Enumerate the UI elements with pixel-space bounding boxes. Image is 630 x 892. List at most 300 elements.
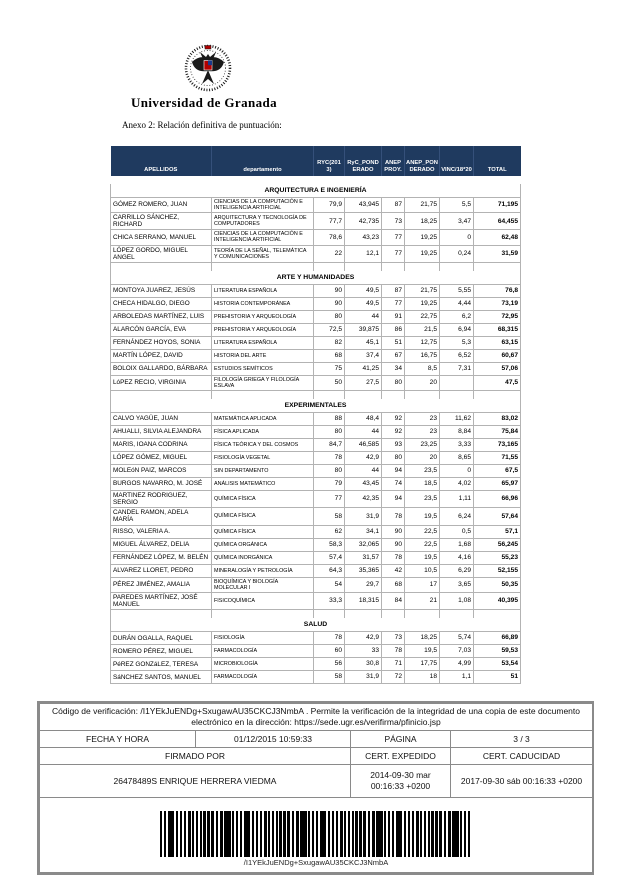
anep-ponderado-cell: 8,5 xyxy=(405,362,440,375)
departamento-cell: PREHISTORIA Y ARQUEOLOGÍA xyxy=(212,310,314,323)
vinc-cell: 6,94 xyxy=(440,323,474,336)
total-cell: 66,96 xyxy=(474,490,521,507)
departamento-cell: QUÍMICA FÍSICA xyxy=(212,525,314,538)
total-cell: 71,55 xyxy=(474,451,521,464)
column-header-apellidos: APELLIDOS xyxy=(111,146,212,176)
vinc-cell: 4,02 xyxy=(440,477,474,490)
anep-proy-cell: 80 xyxy=(382,451,405,464)
ryc-cell: 79 xyxy=(314,477,345,490)
apellidos-cell: LóPEZ RECIO, VIRGINIA xyxy=(111,375,212,390)
table-row xyxy=(111,362,521,375)
spacer-row xyxy=(111,610,521,619)
total-cell: 52,155 xyxy=(474,564,521,577)
barcode-image xyxy=(160,811,472,857)
table-row xyxy=(111,284,521,297)
vinc-cell: 1,68 xyxy=(440,538,474,551)
pagina-label: PÁGINA xyxy=(351,731,451,748)
anep-proy-cell: 42 xyxy=(382,564,405,577)
ryc-ponderado-cell: 32,065 xyxy=(345,538,382,551)
ryc-ponderado-cell: 42,35 xyxy=(345,490,382,507)
apellidos-cell: ROMERO PÉREZ, MIGUEL xyxy=(111,645,212,658)
vinc-cell: 7,03 xyxy=(440,645,474,658)
cert-expedido-label: CERT. EXPEDIDO xyxy=(351,748,451,765)
total-cell: 64,455 xyxy=(474,213,521,230)
anep-ponderado-cell: 17 xyxy=(405,577,440,592)
departamento-cell: MATEMÁTICA APLICADA xyxy=(212,412,314,425)
anep-ponderado-cell: 19,5 xyxy=(405,645,440,658)
apellidos-cell: ARBOLEDAS MARTÍNEZ, LUIS xyxy=(111,310,212,323)
table-row xyxy=(111,323,521,336)
anep-proy-cell: 86 xyxy=(382,323,405,336)
ryc-cell: 75 xyxy=(314,362,345,375)
anep-ponderado-cell: 10,5 xyxy=(405,564,440,577)
departamento-cell: PREHISTORIA Y ARQUEOLOGÍA xyxy=(212,323,314,336)
anep-ponderado-cell: 21 xyxy=(405,592,440,609)
ryc-cell: 80 xyxy=(314,464,345,477)
ryc-ponderado-cell: 31,9 xyxy=(345,508,382,525)
anep-proy-cell: 93 xyxy=(382,438,405,451)
anep-ponderado-cell: 21,5 xyxy=(405,323,440,336)
table-row xyxy=(111,438,521,451)
anep-proy-cell: 78 xyxy=(382,508,405,525)
ryc-cell: 78 xyxy=(314,451,345,464)
anep-proy-cell: 77 xyxy=(382,245,405,262)
table-row xyxy=(111,198,521,213)
departamento-cell: QUÍMICA ORGÁNICA xyxy=(212,538,314,551)
anep-ponderado-cell: 22,75 xyxy=(405,310,440,323)
vinc-cell: 3,33 xyxy=(440,438,474,451)
ryc-ponderado-cell: 34,1 xyxy=(345,525,382,538)
spacer-row xyxy=(111,262,521,271)
ryc-cell: 54 xyxy=(314,577,345,592)
apellidos-cell: RISSO, VALERIA A. xyxy=(111,525,212,538)
departamento-cell: FARMACOLOGÍA xyxy=(212,671,314,684)
anep-ponderado-cell: 23,5 xyxy=(405,464,440,477)
apellidos-cell: MARIS, IOANA CODRINA xyxy=(111,438,212,451)
ryc-cell: 90 xyxy=(314,297,345,310)
ryc-cell: 78,6 xyxy=(314,230,345,245)
table-row xyxy=(111,564,521,577)
table-row xyxy=(111,525,521,538)
fecha-hora-value: 01/12/2015 10:59:33 xyxy=(196,731,351,748)
total-cell: 57,1 xyxy=(474,525,521,538)
total-cell: 62,48 xyxy=(474,230,521,245)
apellidos-cell: PéREZ GONZáLEZ, TERESA xyxy=(111,658,212,671)
vinc-cell: 4,16 xyxy=(440,551,474,564)
departamento-cell: CIENCIAS DE LA COMPUTACIÓN E INTELIGENCIA ARTIFICIAL xyxy=(212,230,314,245)
anep-proy-cell: 34 xyxy=(382,362,405,375)
apellidos-cell: CHECA HIDALGO, DIEGO xyxy=(111,297,212,310)
apellidos-cell: MONTOYA JUAREZ, JESÚS xyxy=(111,284,212,297)
anep-proy-cell: 91 xyxy=(382,310,405,323)
table-row xyxy=(111,336,521,349)
total-cell: 57,06 xyxy=(474,362,521,375)
departamento-cell: ANÁLISIS MATEMÁTICO xyxy=(212,477,314,490)
vinc-cell: 6,52 xyxy=(440,349,474,362)
apellidos-cell: MARTINEZ RODRIGUEZ, SERGIO xyxy=(111,490,212,507)
departamento-cell: LITERATURA ESPAÑOLA xyxy=(212,284,314,297)
ryc-ponderado-cell: 29,7 xyxy=(345,577,382,592)
departamento-cell: ESTUDIOS SEMÍTICOS xyxy=(212,362,314,375)
vinc-cell: 0 xyxy=(440,230,474,245)
vinc-cell: 1,1 xyxy=(440,671,474,684)
apellidos-cell: CANDEL RAMON, ADELA MARÍA xyxy=(111,508,212,525)
ryc-cell: 50 xyxy=(314,375,345,390)
departamento-cell: QUÍMICA FÍSICA xyxy=(212,508,314,525)
anep-ponderado-cell: 18,25 xyxy=(405,632,440,645)
total-cell: 55,23 xyxy=(474,551,521,564)
ryc-ponderado-cell: 33 xyxy=(345,645,382,658)
departamento-cell: TEORÍA DE LA SEÑAL, TELEMÁTICA Y COMUNICACIONES xyxy=(212,245,314,262)
anep-ponderado-cell: 19,25 xyxy=(405,245,440,262)
anep-proy-cell: 68 xyxy=(382,577,405,592)
section-title: SALUD xyxy=(111,618,521,632)
departamento-cell: MICROBIOLOGÍA xyxy=(212,658,314,671)
vinc-cell: 1,08 xyxy=(440,592,474,609)
departamento-cell: MINERALOGÍA Y PETROLOGÍA xyxy=(212,564,314,577)
apellidos-cell: MARTÍN LÓPEZ, DAVID xyxy=(111,349,212,362)
apellidos-cell: LÓPEZ GÓMEZ, MIGUEL xyxy=(111,451,212,464)
apellidos-cell: PÉREZ JIMÉNEZ, AMALIA xyxy=(111,577,212,592)
anep-proy-cell: 74 xyxy=(382,477,405,490)
departamento-cell: ARQUITECTURA Y TECNOLOGÍA DE COMPUTADORES xyxy=(212,213,314,230)
table-row xyxy=(111,592,521,609)
ryc-ponderado-cell: 31,9 xyxy=(345,671,382,684)
score-table-body xyxy=(111,176,521,684)
ryc-cell: 82 xyxy=(314,336,345,349)
apellidos-cell: ALVAREZ LLORET, PEDRO xyxy=(111,564,212,577)
table-row xyxy=(111,508,521,525)
ryc-ponderado-cell: 42,9 xyxy=(345,632,382,645)
page-title: Anexo 2: Relación definitiva de puntuación: xyxy=(122,120,282,130)
departamento-cell: FARMACOLOGÍA xyxy=(212,645,314,658)
table-row xyxy=(111,230,521,245)
table-row xyxy=(111,213,521,230)
anep-proy-cell: 94 xyxy=(382,490,405,507)
ryc-ponderado-cell: 46,585 xyxy=(345,438,382,451)
table-row xyxy=(111,297,521,310)
ryc-ponderado-cell: 44 xyxy=(345,425,382,438)
departamento-cell: BIOQUÍMICA Y BIOLOGÍA MOLECULAR I xyxy=(212,577,314,592)
anep-ponderado-cell: 20 xyxy=(405,375,440,390)
apellidos-cell: LÓPEZ GORDO, MIGUEL ANGEL xyxy=(111,245,212,262)
ryc-cell: 78 xyxy=(314,632,345,645)
table-row xyxy=(111,375,521,390)
apellidos-cell: CARRILLO SÁNCHEZ, RICHARD xyxy=(111,213,212,230)
anep-ponderado-cell: 19,25 xyxy=(405,230,440,245)
ryc-ponderado-cell: 44 xyxy=(345,464,382,477)
ryc-cell: 88 xyxy=(314,412,345,425)
section-header-row xyxy=(111,271,521,285)
column-header-total: TOTAL xyxy=(474,146,521,176)
ryc-cell: 77,7 xyxy=(314,213,345,230)
total-cell: 76,8 xyxy=(474,284,521,297)
ryc-cell: 77 xyxy=(314,490,345,507)
departamento-cell: FILOLOGÍA GRIEGA Y FILOLOGÍA ESLAVA xyxy=(212,375,314,390)
vinc-cell: 5,74 xyxy=(440,632,474,645)
departamento-cell: HISTORIA CONTEMPORÁNEA xyxy=(212,297,314,310)
anep-proy-cell: 87 xyxy=(382,284,405,297)
anep-proy-cell: 72 xyxy=(382,671,405,684)
ryc-ponderado-cell: 42,735 xyxy=(345,213,382,230)
fecha-hora-label: FECHA Y HORA xyxy=(40,731,196,748)
anep-ponderado-cell: 16,75 xyxy=(405,349,440,362)
total-cell: 59,53 xyxy=(474,645,521,658)
ryc-ponderado-cell: 39,875 xyxy=(345,323,382,336)
anep-ponderado-cell: 22,5 xyxy=(405,538,440,551)
cert-caducidad-value: 2017-09-30 sáb 00:16:33 +0200 xyxy=(451,765,593,798)
vinc-cell: 0,5 xyxy=(440,525,474,538)
anep-proy-cell: 84 xyxy=(382,592,405,609)
vinc-cell: 5,3 xyxy=(440,336,474,349)
ryc-cell: 68 xyxy=(314,349,345,362)
anep-ponderado-cell: 21,75 xyxy=(405,198,440,213)
ryc-ponderado-cell: 37,4 xyxy=(345,349,382,362)
vinc-cell: 5,5 xyxy=(440,198,474,213)
table-row xyxy=(111,349,521,362)
vinc-cell: 6,24 xyxy=(440,508,474,525)
ryc-ponderado-cell: 27,5 xyxy=(345,375,382,390)
vinc-cell: 8,65 xyxy=(440,451,474,464)
firmado-por-value: 26478489S ENRIQUE HERRERA VIEDMA xyxy=(40,765,351,798)
total-cell: 67,5 xyxy=(474,464,521,477)
anep-proy-cell: 77 xyxy=(382,230,405,245)
table-row xyxy=(111,490,521,507)
verification-table xyxy=(39,703,593,873)
total-cell: 66,89 xyxy=(474,632,521,645)
anep-ponderado-cell: 18 xyxy=(405,671,440,684)
anep-proy-cell: 78 xyxy=(382,645,405,658)
table-row xyxy=(111,658,521,671)
spacer-row xyxy=(111,390,521,399)
ugr-crest-logo xyxy=(184,42,232,94)
ryc-cell: 58,3 xyxy=(314,538,345,551)
section-title: ARTE Y HUMANIDADES xyxy=(111,271,521,285)
total-cell: 60,67 xyxy=(474,349,521,362)
departamento-cell: QUÍMICA FÍSICA xyxy=(212,490,314,507)
apellidos-cell: FERNÁNDEZ HOYOS, SONIA xyxy=(111,336,212,349)
column-header-anep-ponderado: ANEP_PONDERADO xyxy=(405,146,440,176)
verification-code-text: Código de verificación: /I1YEkJuENDg+SxugawAU35CKCJ3NmbA . Permite la verificación de la integridad de una copia de este documento electrónico en la dirección: https://sede.ugr.es/verifirma/pfinicio.jsp xyxy=(40,704,593,731)
table-row xyxy=(111,632,521,645)
ryc-cell: 72,5 xyxy=(314,323,345,336)
anep-proy-cell: 94 xyxy=(382,464,405,477)
total-cell: 51 xyxy=(474,671,521,684)
table-row xyxy=(111,477,521,490)
anep-proy-cell: 87 xyxy=(382,198,405,213)
ryc-ponderado-cell: 45,1 xyxy=(345,336,382,349)
anep-ponderado-cell: 19,5 xyxy=(405,508,440,525)
apellidos-cell: DURÁN OGALLA, RAQUEL xyxy=(111,632,212,645)
total-cell: 72,95 xyxy=(474,310,521,323)
departamento-cell: CIENCIAS DE LA COMPUTACIÓN E INTELIGENCIA ARTIFICIAL xyxy=(212,198,314,213)
anep-ponderado-cell: 23 xyxy=(405,425,440,438)
ryc-ponderado-cell: 43,23 xyxy=(345,230,382,245)
vinc-cell: 11,62 xyxy=(440,412,474,425)
departamento-cell: FISIOLOGÍA VEGETAL xyxy=(212,451,314,464)
total-cell: 31,59 xyxy=(474,245,521,262)
ryc-ponderado-cell: 42,9 xyxy=(345,451,382,464)
vinc-cell: 6,29 xyxy=(440,564,474,577)
total-cell: 57,64 xyxy=(474,508,521,525)
spacer-row xyxy=(111,176,521,184)
section-header-row xyxy=(111,399,521,413)
vinc-cell: 0,24 xyxy=(440,245,474,262)
apellidos-cell: GÓMEZ ROMERO, JUAN xyxy=(111,198,212,213)
cert-caducidad-label: CERT. CADUCIDAD xyxy=(451,748,593,765)
anep-ponderado-cell: 21,75 xyxy=(405,284,440,297)
ryc-ponderado-cell: 49,5 xyxy=(345,284,382,297)
vinc-cell: 4,44 xyxy=(440,297,474,310)
ryc-cell: 62 xyxy=(314,525,345,538)
total-cell: 47,5 xyxy=(474,375,521,390)
total-cell: 53,54 xyxy=(474,658,521,671)
vinc-cell xyxy=(440,375,474,390)
column-header-departamento: departamento xyxy=(212,146,314,176)
ryc-cell: 58 xyxy=(314,671,345,684)
table-row xyxy=(111,645,521,658)
total-cell: 73,19 xyxy=(474,297,521,310)
ryc-cell: 90 xyxy=(314,284,345,297)
apellidos-cell: BURGOS NAVARRO, M. JOSÉ xyxy=(111,477,212,490)
table-row xyxy=(111,425,521,438)
anep-ponderado-cell: 22,5 xyxy=(405,525,440,538)
apellidos-cell: AHUALLI, SILVIA ALEJANDRA xyxy=(111,425,212,438)
departamento-cell: FISIOLOGÍA xyxy=(212,632,314,645)
anep-ponderado-cell: 19,5 xyxy=(405,551,440,564)
table-row xyxy=(111,245,521,262)
apellidos-cell: BOLOIX GALLARDO, BÁRBARA xyxy=(111,362,212,375)
apellidos-cell: CHICA SERRANO, MANUEL xyxy=(111,230,212,245)
anep-ponderado-cell: 18,5 xyxy=(405,477,440,490)
vinc-cell: 6,2 xyxy=(440,310,474,323)
column-header-ryc2013: RYC(2013) xyxy=(314,146,345,176)
ryc-cell: 58 xyxy=(314,508,345,525)
vinc-cell: 3,47 xyxy=(440,213,474,230)
anep-ponderado-cell: 17,75 xyxy=(405,658,440,671)
anep-ponderado-cell: 19,25 xyxy=(405,297,440,310)
table-row xyxy=(111,451,521,464)
total-cell: 83,02 xyxy=(474,412,521,425)
anep-proy-cell: 73 xyxy=(382,213,405,230)
ryc-ponderado-cell: 49,5 xyxy=(345,297,382,310)
vinc-cell: 8,84 xyxy=(440,425,474,438)
apellidos-cell: CALVO YAGÜE, JUAN xyxy=(111,412,212,425)
table-row xyxy=(111,310,521,323)
anep-proy-cell: 71 xyxy=(382,658,405,671)
section-title: ARQUITECTURA E INGENIERÍA xyxy=(111,184,521,198)
column-header-vinc: VINC/18*20 xyxy=(440,146,474,176)
total-cell: 71,195 xyxy=(474,198,521,213)
vinc-cell: 4,99 xyxy=(440,658,474,671)
apellidos-cell: SáNCHEZ SANTOS, MANUEL xyxy=(111,671,212,684)
ryc-ponderado-cell: 30,8 xyxy=(345,658,382,671)
org-name: Universidad de Granada xyxy=(131,95,278,110)
ryc-cell: 84,7 xyxy=(314,438,345,451)
anep-ponderado-cell: 23,25 xyxy=(405,438,440,451)
column-header-anep-proy: ANEP PROY. xyxy=(382,146,405,176)
table-row xyxy=(111,551,521,564)
ryc-cell: 56 xyxy=(314,658,345,671)
ryc-ponderado-cell: 41,25 xyxy=(345,362,382,375)
anep-ponderado-cell: 23,5 xyxy=(405,490,440,507)
total-cell: 65,97 xyxy=(474,477,521,490)
barcode-cell xyxy=(40,798,593,873)
anep-ponderado-cell: 18,25 xyxy=(405,213,440,230)
total-cell: 75,84 xyxy=(474,425,521,438)
total-cell: 73,165 xyxy=(474,438,521,451)
ryc-ponderado-cell: 12,1 xyxy=(345,245,382,262)
verification-box xyxy=(37,701,594,875)
anep-proy-cell: 67 xyxy=(382,349,405,362)
ryc-cell: 64,3 xyxy=(314,564,345,577)
anep-proy-cell: 80 xyxy=(382,375,405,390)
ryc-cell: 79,9 xyxy=(314,198,345,213)
cert-expedido-value: 2014-09-30 mar 00:16:33 +0200 xyxy=(351,765,451,798)
section-title: EXPERIMENTALES xyxy=(111,399,521,413)
vinc-cell: 7,31 xyxy=(440,362,474,375)
ryc-cell: 60 xyxy=(314,645,345,658)
ryc-ponderado-cell: 44 xyxy=(345,310,382,323)
ryc-ponderado-cell: 43,945 xyxy=(345,198,382,213)
table-row xyxy=(111,464,521,477)
total-cell: 68,315 xyxy=(474,323,521,336)
ryc-ponderado-cell: 31,57 xyxy=(345,551,382,564)
barcode-label: /I1YEkJuENDg+SxugawAU35CKCJ3NmbA xyxy=(243,857,389,867)
total-cell: 63,15 xyxy=(474,336,521,349)
table-row xyxy=(111,577,521,592)
ryc-ponderado-cell: 43,45 xyxy=(345,477,382,490)
anep-ponderado-cell: 12,75 xyxy=(405,336,440,349)
table-row xyxy=(111,671,521,684)
anep-proy-cell: 51 xyxy=(382,336,405,349)
apellidos-cell: FERNÁNDEZ LÓPEZ, M. BELÉN xyxy=(111,551,212,564)
ryc-cell: 33,3 xyxy=(314,592,345,609)
anep-proy-cell: 92 xyxy=(382,412,405,425)
table-row xyxy=(111,412,521,425)
departamento-cell: FÍSICA APLICADA xyxy=(212,425,314,438)
anep-proy-cell: 77 xyxy=(382,297,405,310)
apellidos-cell: MIGUEL ÁLVAREZ, DELIA xyxy=(111,538,212,551)
departamento-cell: SIN DEPARTAMENTO xyxy=(212,464,314,477)
departamento-cell: FISICOQUÍMICA xyxy=(212,592,314,609)
anep-proy-cell: 78 xyxy=(382,551,405,564)
ryc-cell: 80 xyxy=(314,310,345,323)
firmado-por-label: FIRMADO POR xyxy=(40,748,351,765)
table-row xyxy=(111,538,521,551)
departamento-cell: QUÍMICA INORGÁNICA xyxy=(212,551,314,564)
anep-ponderado-cell: 23 xyxy=(405,412,440,425)
anep-proy-cell: 92 xyxy=(382,425,405,438)
departamento-cell: FÍSICA TEÓRICA Y DEL COSMOS xyxy=(212,438,314,451)
ryc-ponderado-cell: 48,4 xyxy=(345,412,382,425)
anep-ponderado-cell: 20 xyxy=(405,451,440,464)
total-cell: 50,35 xyxy=(474,577,521,592)
departamento-cell: LITERATURA ESPAÑOLA xyxy=(212,336,314,349)
vinc-cell: 1,11 xyxy=(440,490,474,507)
anep-proy-cell: 90 xyxy=(382,538,405,551)
total-cell: 40,395 xyxy=(474,592,521,609)
score-table-header xyxy=(111,146,521,176)
ryc-cell: 57,4 xyxy=(314,551,345,564)
section-header-row xyxy=(111,184,521,198)
anep-proy-cell: 73 xyxy=(382,632,405,645)
vinc-cell: 5,55 xyxy=(440,284,474,297)
apellidos-cell: PAREDES MARTÍNEZ, JOSÉ MANUEL xyxy=(111,592,212,609)
apellidos-cell: ALARCÓN GARCÍA, EVA xyxy=(111,323,212,336)
vinc-cell: 3,65 xyxy=(440,577,474,592)
ryc-cell: 22 xyxy=(314,245,345,262)
